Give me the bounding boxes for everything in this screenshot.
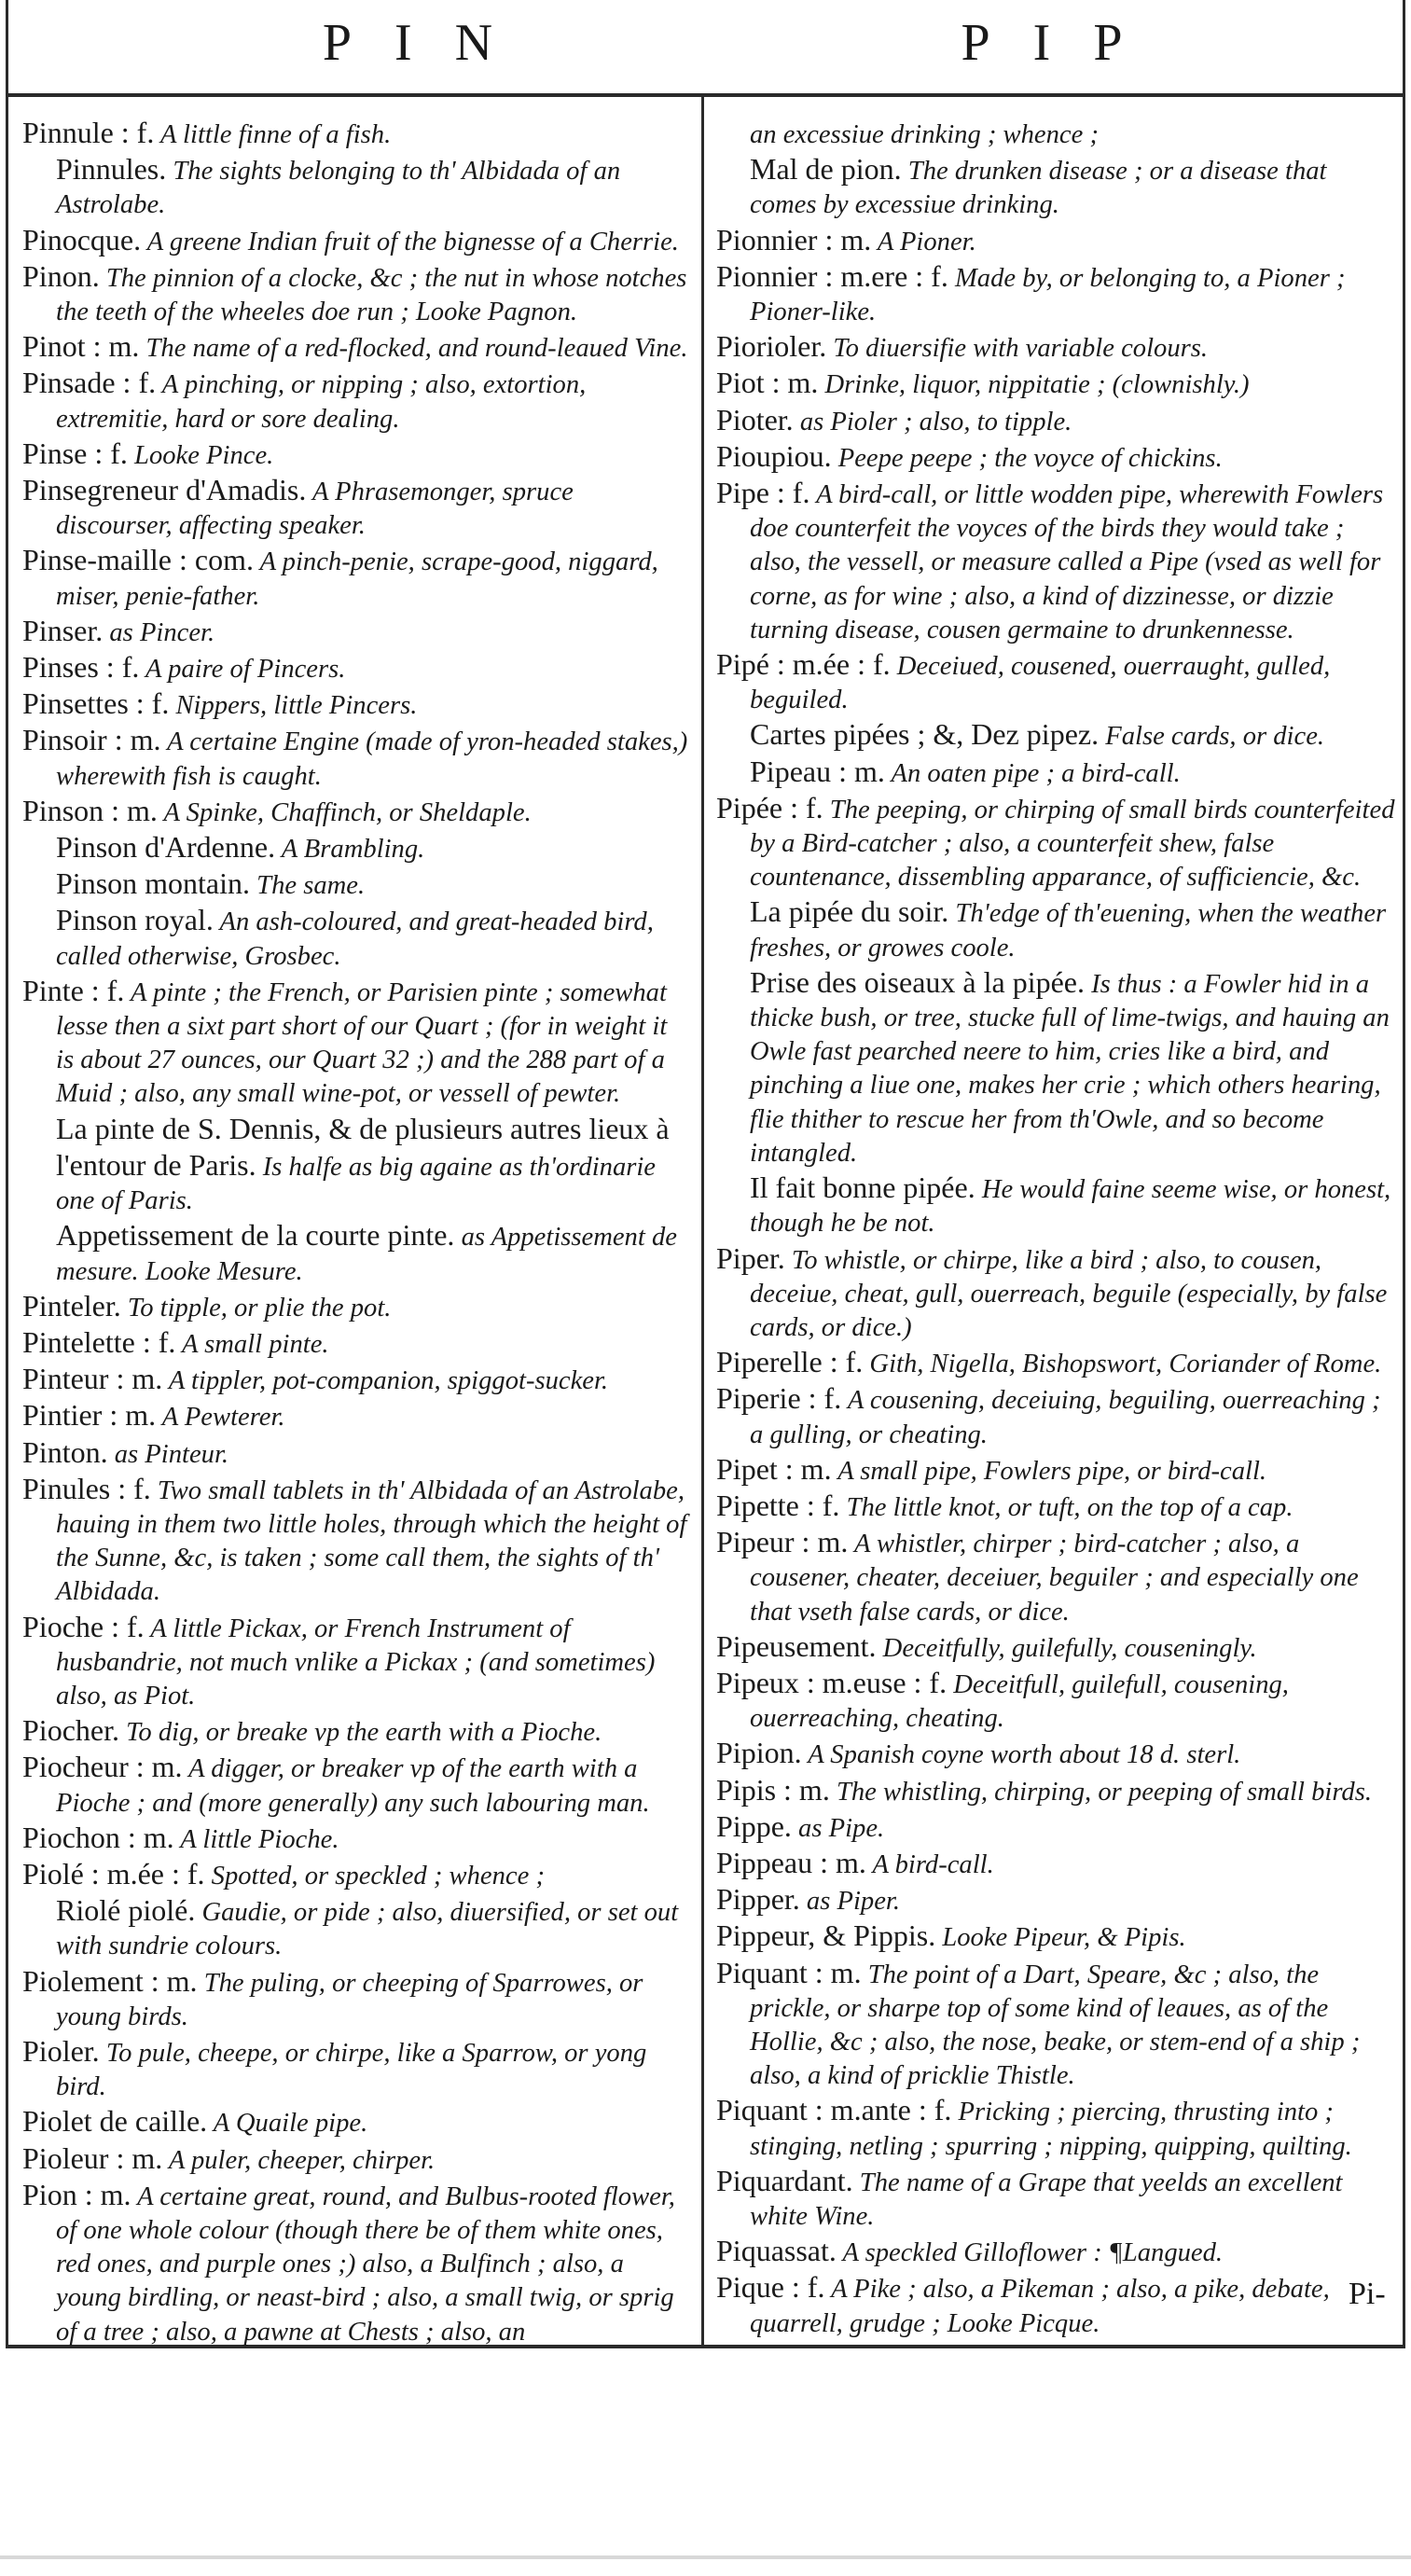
entry-definition: A speckled Gilloflower : ¶Langued. (836, 2238, 1224, 2268)
dictionary-entry (716, 259, 1395, 329)
entry-headword: Pipion. (716, 1736, 802, 1770)
entry-definition: A digger, or breaker vp of the earth with a Pioche ; and (more generally) any such labouring man. (56, 1754, 650, 1818)
entry-definition: A pinte ; the French, or Parisien pinte ; somewhat lesse then a sixt part short of our Quart ; (for in weight it is about 27 ounces, our Quart 32 ;) and the 288 part of a Muid ; also, any small wine-pot, or vessell of pewter. (56, 977, 668, 1109)
dictionary-entry (22, 614, 689, 650)
entry-headword: Pinsade : f. (22, 366, 157, 400)
entry-definition: A greene Indian fruit of the bignesse of a Cherrie. (141, 227, 679, 256)
entry-headword: Riolé piolé. (56, 1893, 196, 1928)
entry-definition: A tippler, pot-companion, spiggot-sucker. (162, 1366, 609, 1396)
entry-headword: Pinse-maille : com. (22, 543, 254, 577)
entry-headword: Pinocque. (22, 222, 142, 256)
entry-definition: The whistling, chirping, or peeping of small birds. (829, 1777, 1372, 1807)
dictionary-entry (22, 329, 689, 366)
entry-definition: The name of a Grape that yeelds an excellent white Wine. (750, 2167, 1343, 2231)
entry-headword: Pioupiou. (716, 438, 832, 473)
entry-definition: as Pipe. (791, 1813, 885, 1843)
entry-definition: The sights belonging to th' Albidada of an Astrolabe. (56, 157, 621, 220)
entry-definition: To tipple, or plie the pot. (120, 1293, 392, 1323)
dictionary-entry (716, 1809, 1395, 1846)
entry-headword: Pionnier : m.ere : f. (716, 258, 948, 293)
entry-definition: Deceitfull, guilefull, cousening, ouerreaching, cheating. (750, 1669, 1289, 1734)
entry-headword: Pintelette : f. (22, 1324, 176, 1359)
dictionary-entry (22, 1362, 689, 1398)
entry-definition: An oaten pipe ; a bird-call. (884, 758, 1181, 788)
entry-definition: Looke Pince. (127, 440, 274, 470)
entry-headword: Pinses : f. (22, 650, 140, 685)
entry-definition: A small pinte. (175, 1329, 329, 1359)
entry-headword: Piperelle : f. (716, 1345, 864, 1379)
entry-definition: False cards, or dice. (1099, 722, 1325, 752)
dictionary-entry (22, 1893, 689, 1963)
dictionary-entry (22, 1857, 689, 1893)
dictionary-entry (22, 1218, 689, 1288)
entry-definition: Nippers, little Pincers. (169, 691, 418, 721)
entry-headword: Prise des oiseaux à la pipée. (750, 964, 1085, 999)
entry-headword: Piperie : f. (716, 1381, 842, 1416)
entry-headword: La pinte de S. Dennis, & de plusieurs autres lieux à l'entour de Paris. (56, 1111, 670, 1182)
entry-headword: Pinot : m. (22, 329, 140, 364)
entry-headword: Piorioler. (716, 329, 827, 364)
entry-definition: The drunken disease ; or a disease that comes by excessiue drinking. (750, 157, 1327, 220)
entry-definition: A bird-call, or little wodden pipe, wherewith Fowlers doe counterfeit the voyces of the birds they would take ; also, the vessell, or measure called a Pipe (vsed as well for corne, as for wine ; also, a kind of dizzinesse, or dizzie turning disease, cousen germaine to drunkennesse. (750, 480, 1384, 644)
entry-headword: Pinsettes : f. (22, 686, 170, 721)
dictionary-entry (716, 965, 1395, 1170)
entry-definition: To diuersifie with variable colours. (826, 334, 1209, 364)
dictionary-entry (22, 1289, 689, 1325)
dictionary-entry (716, 1170, 1395, 1240)
dictionary-entry (22, 974, 689, 1112)
entry-definition: A little finne of a fish. (154, 120, 392, 149)
entry-definition: Pricking ; piercing, thrusting into ; stinging, netling ; spurring ; nipping, quipping, quilting. (750, 2098, 1352, 2161)
entry-definition: Gith, Nigella, Bishopswort, Coriander of Rome. (863, 1350, 1382, 1379)
entry-definition: A little Pickax, or French Instrument of husbandrie, not much vnlike a Pickax ; (and sometimes) also, as Piot. (56, 1613, 656, 1710)
left-border (6, 0, 8, 2348)
entry-definition: A pinching, or nipping ; also, extortion, extremitie, hard or sore dealing. (56, 370, 587, 434)
entry-headword: Pippe. (716, 1808, 792, 1843)
dictionary-entry (716, 1629, 1395, 1666)
entry-definition: A paire of Pincers. (139, 655, 346, 685)
dictionary-entry (716, 439, 1395, 476)
dictionary-entry (716, 894, 1395, 964)
entry-headword: Pipeau : m. (750, 754, 885, 788)
dictionary-entry (716, 791, 1395, 895)
entry-definition: Peepe peepe ; the voyce of chickins. (831, 443, 1223, 473)
entry-headword: Pinte : f. (22, 973, 125, 1007)
entry-headword: Pion : m. (22, 2177, 131, 2211)
entry-definition: To pule, cheepe, or chirpe, like a Sparrow, or yong bird. (56, 2038, 647, 2102)
dictionary-entry (716, 1241, 1395, 1346)
entry-definition: as Piper. (799, 1887, 901, 1917)
dictionary-entry (22, 1472, 689, 1610)
entry-headword: Pinson : m. (22, 793, 158, 827)
dictionary-entry (22, 1750, 689, 1820)
entry-definition: To dig, or breake vp the earth with a Pioche. (118, 1718, 602, 1748)
dictionary-entry (716, 1345, 1395, 1381)
dictionary-entry (716, 1773, 1395, 1809)
entry-definition: A Quaile pipe. (207, 2109, 368, 2139)
dictionary-entry (716, 152, 1395, 222)
entry-headword: Piolement : m. (22, 1963, 198, 1998)
dictionary-entry (22, 1610, 689, 1714)
entry-headword: Il fait bonne pipée. (750, 1170, 975, 1205)
entry-definition: A Phrasemonger, spruce discourser, affecting speaker. (56, 478, 574, 541)
dictionary-entry (716, 2270, 1395, 2340)
dictionary-entry (22, 1398, 689, 1434)
entry-headword: Piquant : m. (716, 1955, 862, 1989)
entry-headword: Pippeau : m. (716, 1845, 866, 1879)
entry-definition: Made by, or belonging to, a Pioner ; Pioner-like. (750, 263, 1346, 327)
entry-definition: A Spinke, Chaffinch, or Sheldaple. (157, 797, 532, 827)
entry-definition: Is thus : a Fowler hid in a thicke bush, or tree, stucke full of lime-twigs, and hauing an Owle fast pearched neere to him, cries like a bird, and pinching a liue one, makes her crie ; which others hearing, flie thither to rescue her from th'Owle, and so become intangled. (750, 969, 1390, 1168)
dictionary-entry (22, 2034, 689, 2104)
entry-definition: A small pipe, Fowlers pipe, or bird-call. (831, 1456, 1267, 1486)
dictionary-entry (716, 223, 1395, 259)
dictionary-entry (716, 403, 1395, 439)
entry-definition: A Pewterer. (156, 1403, 285, 1433)
entry-headword: Pinse : f. (22, 436, 128, 470)
dictionary-entry (716, 2234, 1395, 2270)
entry-definition: The peeping, or chirping of small birds counterfeited by a Bird-catcher ; also, a counterfeit shew, false countenance, dissembling apparance, of sufficiencie, &c. (750, 795, 1395, 893)
running-head-left: PIN (322, 14, 536, 72)
dictionary-entry (716, 1846, 1395, 1882)
entry-headword: Piochon : m. (22, 1820, 174, 1854)
entry-headword: Piper. (716, 1240, 785, 1275)
entry-definition: Spotted, or speckled ; whence ; (204, 1861, 545, 1890)
right-border (1403, 0, 1405, 2348)
dictionary-entry (22, 223, 689, 259)
entry-definition: A Pioner. (871, 227, 976, 256)
entry-definition: The pinnion of a clocke, &c ; the nut in whose notches the teeth of the wheeles doe run ; Looke Pagnon. (56, 263, 687, 327)
dictionary-entry (716, 1489, 1395, 1525)
entry-definition: Deceitfully, guilefully, couseningly. (876, 1633, 1257, 1663)
dictionary-entry (22, 830, 689, 866)
dictionary-entry (716, 329, 1395, 366)
dictionary-entry (22, 473, 689, 543)
entry-headword: Pinnules. (56, 152, 167, 187)
entry-definition: To whistle, or chirpe, like a bird ; also, to cousen, deceiue, cheat, gull, ouerreach, beguile (especially, by false cards, or dice.) (750, 1245, 1388, 1342)
entry-headword: Pinson royal. (56, 903, 214, 937)
entry-headword: Pippeur, & Pippis. (716, 1918, 936, 1953)
entry-headword: Cartes pipées ; &, Dez pipez. (750, 717, 1100, 752)
entry-headword: Pinton. (22, 1434, 108, 1469)
entry-definition: as Pincer. (103, 617, 215, 647)
entry-definition: Deceiued, cousened, ouerraught, gulled, beguiled. (750, 652, 1331, 715)
dictionary-entry (22, 866, 689, 903)
entry-headword: Pipé : m.ée : f. (716, 647, 891, 682)
dictionary-entry (716, 116, 1395, 152)
dictionary-entry (22, 1325, 689, 1362)
dictionary-entry (716, 647, 1395, 717)
dictionary-entry (22, 366, 689, 436)
entry-definition: Gaudie, or pide ; also, diuersified, or set out with sundrie colours. (56, 1898, 679, 1961)
dictionary-entry (22, 650, 689, 686)
dictionary-entry (22, 259, 689, 329)
dictionary-entry (716, 755, 1395, 791)
entry-headword: Pipis : m. (716, 1772, 830, 1807)
entry-headword: Piocheur : m. (22, 1750, 183, 1784)
entry-headword: Pipeur : m. (716, 1525, 849, 1559)
top-rule (6, 93, 1405, 97)
entry-headword: Pioler. (22, 2033, 100, 2068)
entry-headword: La pipée du soir. (750, 894, 949, 929)
entry-definition: A cousening, deceiuing, beguiling, ouerreaching ; a gulling, or cheating. (750, 1386, 1381, 1449)
entry-definition: An ash-coloured, and great-headed bird, called otherwise, Grosbec. (56, 907, 654, 971)
entry-headword: Pipe : f. (716, 476, 810, 510)
entry-headword: Pinsegreneur d'Amadis. (22, 473, 307, 507)
entry-headword: Appetissement de la courte pinte. (56, 1218, 455, 1253)
entry-headword: Pique : f. (716, 2270, 825, 2305)
entry-definition: A whistler, chirper ; bird-catcher ; also, a cousener, cheater, deceiuer, beguiler ; and especially one that vseth false cards, or dice. (750, 1530, 1359, 1627)
entry-definition: He would faine seeme wise, or honest, though he be not. (750, 1175, 1391, 1239)
entry-headword: Pinules : f. (22, 1471, 151, 1505)
dictionary-entry (22, 686, 689, 723)
entry-headword: Pinteler. (22, 1288, 121, 1323)
entry-definition: Drinke, liquor, nippitatie ; (clownishly.) (818, 370, 1250, 400)
dictionary-entry (22, 723, 689, 793)
entry-definition: A pinch-penie, scrape-good, niggard, miser, penie-father. (56, 547, 658, 611)
entry-headword: Pinson d'Ardenne. (56, 830, 276, 865)
dictionary-entry (22, 1713, 689, 1750)
dictionary-entry (22, 1821, 689, 1857)
entry-headword: Pionnier : m. (716, 222, 872, 256)
right-column (716, 116, 1395, 2341)
entry-definition: A Pike ; also, a Pikeman ; also, a pike, debate, quarrell, grudge ; Looke Picque. (750, 2275, 1330, 2338)
entry-headword: Pipette : f. (716, 1488, 840, 1522)
entry-definition: A little Pioche. (173, 1824, 339, 1854)
dictionary-entry (716, 1918, 1395, 1955)
dictionary-entry (22, 2178, 689, 2349)
dictionary-entry (716, 2164, 1395, 2234)
dictionary-entry (716, 366, 1395, 402)
dictionary-entry (716, 1956, 1395, 2094)
entry-definition: as Pinteur. (107, 1439, 229, 1469)
dictionary-entry (716, 1736, 1395, 1772)
dictionary-entry (716, 1525, 1395, 1629)
entry-definition: The point of a Dart, Speare, &c ; also, the prickle, or sharpe top of some kind of leaues, as of the Hollie, &c ; also, the nose, beake, or stem-end of a ship ; also, a kind of pricklie Thistle. (750, 1960, 1361, 2091)
entry-definition: Two small tablets in th' Albidada of an Astrolabe, hauing in them two little holes, through which the height of the Sunne, &c, is taken ; some call them, the sights of th' Albidada. (56, 1475, 687, 1607)
entry-headword: Pinser. (22, 613, 104, 647)
dictionary-entry (716, 1666, 1395, 1736)
dictionary-entry (22, 116, 689, 152)
dictionary-entry (716, 717, 1395, 754)
entry-definition: Looke Pipeur, & Pipis. (935, 1923, 1186, 1953)
dictionary-entry (22, 794, 689, 830)
entry-headword: Piocher. (22, 1713, 119, 1748)
dictionary-entry (22, 152, 689, 222)
entry-definition: Is halfe as big againe as th'ordinarie one of Paris. (56, 1152, 656, 1216)
entry-definition: as Pioler ; also, to tipple. (793, 407, 1072, 436)
entry-headword: Piquassat. (716, 2234, 837, 2268)
entry-headword: Pipet : m. (716, 1451, 832, 1486)
scan-edge (0, 2555, 1411, 2559)
entry-definition: A bird-call. (865, 1849, 994, 1879)
dictionary-entry (22, 1112, 689, 1219)
entry-headword: Pioter. (716, 402, 794, 436)
dictionary-entry (716, 1882, 1395, 1918)
entry-definition: The same. (250, 871, 366, 901)
entry-headword: Pipée : f. (716, 790, 823, 824)
entry-headword: Pinon. (22, 258, 100, 293)
entry-definition: A puler, cheeper, chirper. (162, 2145, 436, 2175)
dictionary-entry (22, 436, 689, 473)
entry-definition: an excessiue drinking ; whence ; (750, 120, 1099, 149)
entry-definition: A certaine Engine (made of yron-headed stakes,) wherewith fish is caught. (56, 727, 688, 791)
entry-definition: A certaine great, round, and Bulbus-rooted flower, of one whole colour (though there be of them white ones, red ones, and purple ones ;) also, a Bulfinch ; also, a young birdling, or neast-bird ; also, a small twig, or sprig of a tree ; also, a pawne at Chests ; also, an (56, 2181, 675, 2347)
entry-headword: Pipeux : m.euse : f. (716, 1665, 948, 1699)
entry-definition: Th'edge of th'euening, when the weather freshes, or growes coole. (750, 899, 1387, 963)
entry-definition: as Appetissement de mesure. Looke Mesure. (56, 1223, 677, 1286)
catchword: Pi- (1349, 2277, 1386, 2311)
entry-headword: Mal de pion. (750, 152, 902, 187)
dictionary-entry (22, 543, 689, 613)
left-column (22, 116, 689, 2349)
entry-headword: Piolet de caille. (22, 2104, 208, 2139)
entry-headword: Piquant : m.ante : f. (716, 2093, 952, 2127)
entry-definition: A Brambling. (275, 835, 425, 865)
dictionary-entry (22, 2141, 689, 2178)
dictionary-entry (716, 1381, 1395, 1451)
column-divider (701, 93, 704, 2348)
dictionary-entry (716, 2093, 1395, 2163)
dictionary-entry (716, 1452, 1395, 1489)
entry-headword: Piquardant. (716, 2163, 853, 2197)
entry-definition: The name of a red-flocked, and round-leaued Vine. (139, 334, 688, 364)
entry-headword: Piot : m. (716, 366, 819, 400)
dictionary-entry (22, 1435, 689, 1472)
entry-headword: Pioleur : m. (22, 2140, 163, 2175)
dictionary-entry (716, 476, 1395, 647)
dictionary-entry (22, 903, 689, 973)
entry-headword: Pioche : f. (22, 1609, 145, 1643)
running-head-right: PIP (961, 14, 1166, 72)
entry-headword: Pipeusement. (716, 1628, 877, 1663)
entry-headword: Pipper. (716, 1882, 800, 1917)
dictionary-entry (22, 1964, 689, 2034)
entry-headword: Pinnule : f. (22, 116, 155, 149)
entry-definition: The puling, or cheeping of Sparrowes, or young birds. (56, 1968, 643, 2031)
entry-headword: Pinsoir : m. (22, 723, 161, 757)
entry-headword: Pinson montain. (56, 866, 251, 901)
dictionary-entry (22, 2104, 689, 2140)
entry-definition: A Spanish coyne worth about 18 d. sterl. (801, 1740, 1241, 1770)
entry-headword: Pinteur : m. (22, 1362, 163, 1396)
entry-definition: The little knot, or tuft, on the top of a cap. (839, 1492, 1293, 1522)
entry-headword: Piolé : m.ée : f. (22, 1856, 205, 1890)
entry-headword: Pintier : m. (22, 1398, 157, 1433)
